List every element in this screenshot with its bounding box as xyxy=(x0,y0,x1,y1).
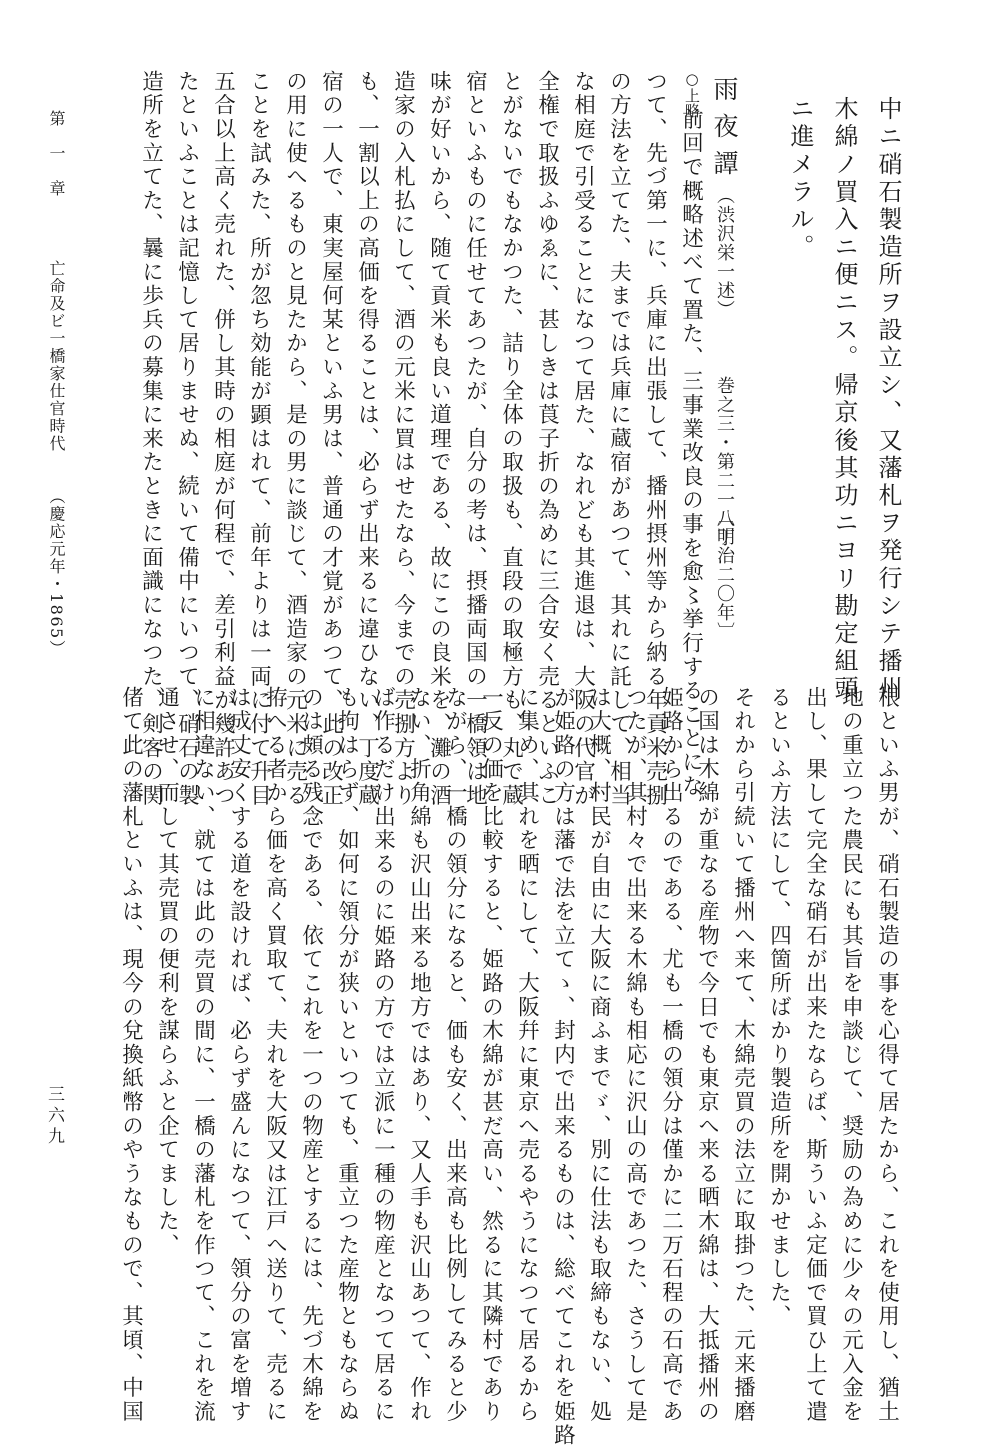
body-line: ながら、一橋の領分になると、価も安く、出来高も比例してみると少 xyxy=(442,686,468,1424)
body-line: つて、先づ第一に、兵庫に出張して、播州摂州等から納る年貢米売捌 xyxy=(642,70,668,808)
body-line: の国は木綿が重なる産物で今日でも東京へ来る晒木綿は、大抵播州の xyxy=(694,686,720,1424)
body-line: ば作るだけ出来るのに姫路の方では立派に一種の物産となつて居るに xyxy=(370,686,396,1424)
body-line: の用に使へるものと見たから、是の男に談じて、酒造家の元米に売る xyxy=(282,70,308,808)
page-number: 三六九 xyxy=(44,1085,64,1148)
article-year: 〔明治二〇年〕 xyxy=(714,508,735,641)
body-line: 出し、果して完全な硝石が出来たならば、斯ういふ定価で買ひ上て遣 xyxy=(802,686,828,1424)
chapter-label: 第 一 章 xyxy=(47,110,66,198)
body-line: 通させ、而して其売買の便利を謀らふと企てました、 xyxy=(154,686,180,1258)
body-line: 五合以上高く売れた、併し其時の相庭が何程で、差引利益が幾許あつ xyxy=(210,70,236,808)
body-line: も拘はらず、如何に領分が狭いといつても、重立つた産物ともならぬ xyxy=(334,686,360,1424)
body-line: な相庭で引受ることになつて居た、なれども其進退は、大阪の代官が xyxy=(570,70,596,808)
body-line: 前回で概略述べて置た、三事業改良の事を愈〻挙行することにな xyxy=(678,108,704,799)
section-title: 亡命及ビ一橋家仕官時代 xyxy=(47,260,66,453)
body-line: 全権で取扱ふゆゑに、甚しきは莨子折の為めに三合安く売るといふこ xyxy=(534,70,560,808)
body-line: るといふ方法にして、四箇所ばかり製造所を開かせました、 xyxy=(766,686,792,1329)
body-line: 宿といふものに任せてあつたが、自分の考は、摂播両国の一橋領は地 xyxy=(462,70,488,808)
body-line: も、一割以上の高価を得ることは、必らず出来るに違ひない、丁度蔵 xyxy=(354,70,380,808)
body-line: たといふことは記憶して居りませぬ、続いて備中にいつて、硝石の製 xyxy=(174,70,200,808)
body-line: 偖て此の藩札といふは、現今の兌換紙幣のやうなもので、其頃、中国 xyxy=(118,686,144,1424)
body-line: ない、折角綿も沢山出来る地方ではあり、又人手も沢山あつて、作れ xyxy=(406,686,432,1424)
body-line: 拵へる者から価を高く買取て、夫れを大阪又は江戸へ送りて、売るに xyxy=(262,686,288,1424)
body-line: 造家の入札払にして、酒の元米に買はせたなら、今までの売捌方より xyxy=(390,70,416,808)
lead-line: 木綿ノ買入ニ便ニス。帰京後其功ニヨリ勘定組頭 xyxy=(830,96,858,704)
article-volume: 巻之三・第二一八丁 xyxy=(714,376,735,547)
body-line: のは頗る残念である、依てこれを一つの物産とするには、先づ木綿を xyxy=(298,686,324,1424)
lead-line: ニ進メラル。 xyxy=(786,96,814,262)
body-line: の方法を立てた、夫までは兵庫に蔵宿があつて、其れに託して、相当 xyxy=(606,70,632,808)
body-line: とがないでもなかつた、詰り全体の取扱も、直段の取極方も、丸で蔵 xyxy=(498,70,524,808)
article-author: （渋沢栄一述） xyxy=(714,186,735,319)
omission-mark: ○上略 xyxy=(683,70,701,118)
body-line: 地の重立つた農民にも其旨を申談じて、奨励の為めに少々の元入金を xyxy=(838,686,864,1424)
body-line: 宿の一人で、東実屋何某といふ男は、普通の才覚があつて、此の改正 xyxy=(318,70,344,808)
body-line: が姫路の方は藩で法を立てゝ、封内で出来るものは、総べてこれを姫路 xyxy=(550,686,576,1448)
body-line: は成丈安くする道を設ければ、必らず盛んになつて、領分の富を増す xyxy=(226,686,252,1424)
body-line: に集め、其れを晒にして、大阪幷に東京へ売るやうになつて居るから xyxy=(514,686,540,1424)
body-line: に相違ない、就ては此の売買の間に、一橋の藩札を作つて、これを流 xyxy=(190,686,216,1424)
body-line: 姫路から出るのである、尤も一橋の領分は僅かに二万石程の石高であ xyxy=(658,686,684,1424)
lead-line: 中ニ硝石製造所ヲ設立シ、又藩札ヲ発行シテ播州 xyxy=(874,96,902,704)
body-line: 一反の価を比較すると、姫路の木綿が甚だ高い、然るに其隣村であり xyxy=(478,686,504,1424)
body-line: 根といふ男が、硝石製造の事を心得て居たから、これを使用し、猶土 xyxy=(874,686,900,1424)
body-line: は大概、村民が自由に大阪に商ふまでゞ、別に仕法も取締もない、処 xyxy=(586,686,612,1424)
article-title: 雨夜譚 xyxy=(710,76,739,187)
body-line: それから引続いて播州へ来て、木綿売買の法立に取掛つた、元来播磨 xyxy=(730,686,756,1424)
body-line: 造所を立てた、曩に歩兵の募集に来たときに面識になつた、剣客の関 xyxy=(138,70,164,808)
body-line: つたが、其村々で出来る木綿も相応に沢山の高であつた、さうして是 xyxy=(622,686,648,1424)
body-line: 味が好いから、随て貢米も良い道理である、故にこの良米を、灘の酒 xyxy=(426,70,452,808)
era-label: （慶応元年・1865） xyxy=(47,488,66,658)
body-line: ことを試みた、所が忽ち効能が顕はれて、前年よりは一両に付て升目 xyxy=(246,70,272,808)
